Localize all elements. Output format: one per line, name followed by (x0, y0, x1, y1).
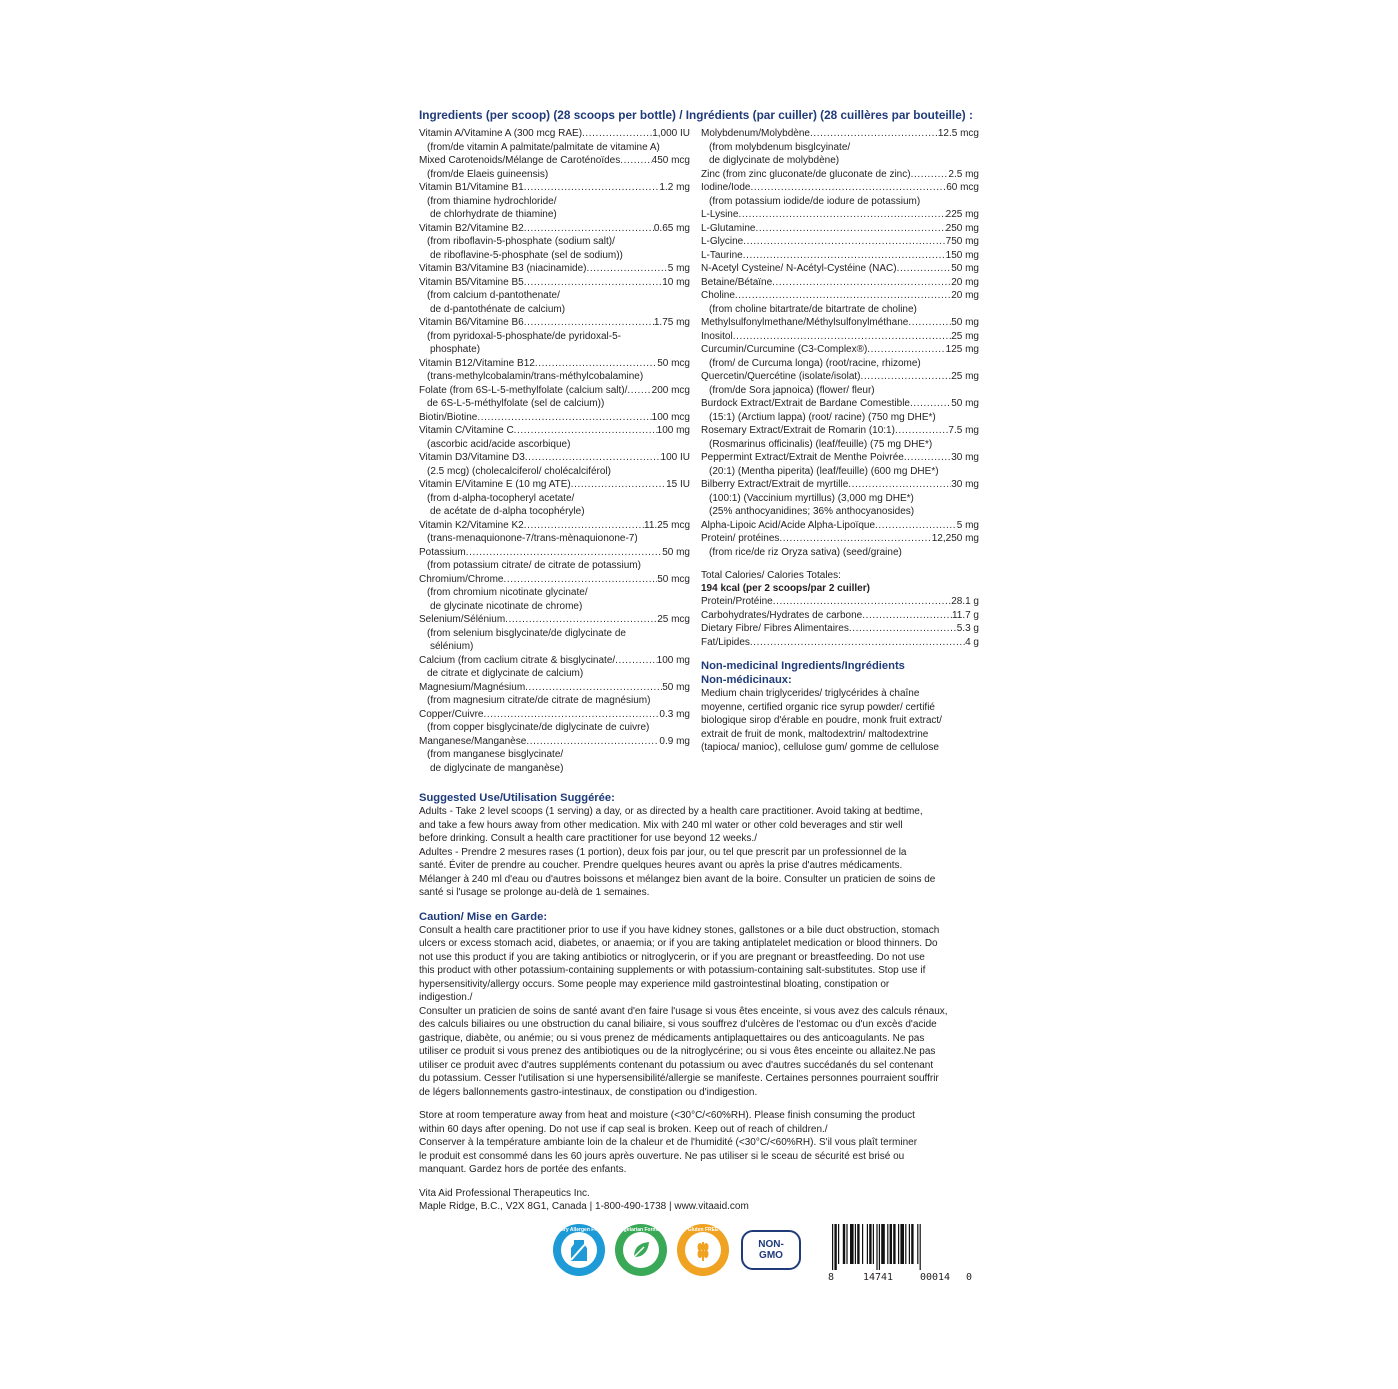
ingredient-row (701, 168, 979, 182)
calories-kcal: 194 kcal (per 2 scoops/par 2 cuiller) (701, 583, 870, 594)
ingredient-source: (from/de Sora japnoica) (flower/ fleur) (709, 384, 875, 396)
leader-dots (861, 370, 952, 384)
text-line: extrait de fruit de monk, maltodextrin/ maltodextrine (701, 728, 929, 740)
caution-heading: Caution/ Mise en Garde: (419, 910, 548, 923)
text-line: ulcers or excess stomach acid, diabetes, or anaemia; or if you are taking antiplatelet medication or blood thinners. Do (419, 938, 938, 949)
calories-title: Total Calories/ Calories Totales: (701, 570, 841, 581)
ingredient-row (419, 424, 690, 438)
ingredient-source: (from manganese bisglycinate/ (427, 749, 564, 760)
suggested-use-section (419, 791, 979, 900)
ingredient-source: (from molybdenum bisglcyinate/ (709, 141, 851, 153)
leader-dots (582, 127, 652, 141)
ingredient-source: (100:1) (Vaccinium myrtillus) (3,000 mg DHE*) (709, 492, 914, 504)
vegetarian-formula-badge (615, 1224, 667, 1276)
ingredient-source: de citrate et diglycinate de calcium) (427, 668, 584, 679)
macro-amount: 4 g (965, 636, 979, 648)
text-line: not use this product if you are taking antibiotics or nitroglycerin, or if you are pregnant or breastfeeding. Do not use (419, 951, 925, 963)
leader-dots (862, 609, 952, 623)
ingredient-source: (from/ de Curcuma longa) (root/racine, rhizome) (709, 357, 921, 369)
leader-dots (750, 636, 965, 650)
ingredient-amount: 20 mg (951, 276, 979, 288)
leader-dots (505, 613, 657, 627)
leader-dots (743, 235, 945, 249)
ingredient-name: Curcumin/Curcumine (C3-Complex®) (701, 344, 868, 355)
ingredient-source: (15:1) (Arctium lappa) (root/ racine) (750 mg DHE*) (709, 411, 936, 423)
ingredient-amount: 2.5 mg (948, 168, 979, 180)
leader-dots (620, 154, 651, 168)
macro-row (701, 595, 979, 609)
text-line: Adults - Take 2 level scoops (1 serving) a day, or as directed by a health care practitioner. Avoid taking at bedtime, (419, 806, 923, 817)
text-line: Mélanger à 240 ml d'eau ou d'autres boissons et mélangez bien avant de la boire. Consulter un praticien de soins de (419, 873, 936, 885)
macro-amount: 5.3 g (956, 623, 979, 634)
leader-dots (743, 249, 946, 263)
macro-amount: 11.7 g (951, 609, 979, 621)
ingredient-amount: 100 mcg (651, 411, 690, 423)
ingredient-row (419, 519, 690, 533)
ingredient-amount: 12,250 mg (931, 533, 979, 544)
ingredient-amount: 5 mg (667, 263, 690, 274)
ingredient-row (419, 573, 690, 587)
ingredient-name: Betaine/Bétaïne (701, 276, 773, 288)
ingredient-row (419, 654, 690, 668)
leader-dots (910, 397, 951, 411)
ingredient-row (701, 519, 979, 533)
leader-dots (627, 384, 651, 398)
ingredient-source: (2.5 mcg) (cholecalciferol/ cholécalciférol) (427, 465, 611, 477)
calories-block (701, 569, 979, 649)
ingredient-amount: 225 mg (945, 209, 979, 220)
ingredient-source: (from d-alpha-tocopheryl acetate/ (427, 492, 575, 504)
leader-dots (751, 181, 947, 195)
ingredient-row (701, 181, 979, 195)
ingredient-row (701, 397, 979, 411)
text-line: du potassium. Cesser l'utilisation si une hypersensibilité/allergie se manifeste. Certaines personnes pourraient souffrir (419, 1073, 939, 1084)
ingredient-row (701, 343, 979, 357)
supplement-label (419, 108, 979, 1214)
ingredient-amount: 50 mg (951, 263, 979, 274)
barcode-digits (828, 1272, 972, 1283)
ingredient-amount: 30 mg (951, 452, 979, 463)
company-address: Maple Ridge, B.C., V2X 8G1, Canada | 1-800-490-1738 | www.vitaaid.com (419, 1201, 749, 1212)
ingredient-name: Alpha-Lipoic Acid/Acide Alpha-Lipoïque (701, 519, 876, 531)
leader-dots (525, 681, 662, 695)
ingredient-source: (trans-menaquionone-7/trans-mènaquionone-7) (427, 533, 638, 544)
vegetarian-formula-icon (623, 1232, 659, 1268)
non-medicinal-block (701, 659, 979, 755)
ingredient-row (419, 681, 690, 695)
ingredient-name: L-Lysine (701, 209, 739, 220)
text-line: this product with other potassium-containing supplements or with potassium-containing salt-substitutes. Stop use if (419, 965, 926, 976)
text-line: santé. Éviter de prendre au coucher. Prendre quelques heures avant ou après la prise d'autres médicaments. (419, 860, 903, 871)
text-line: (tapioca/ manioc), cellulose gum/ gomme de cellulose (701, 742, 939, 753)
leader-dots (524, 276, 663, 290)
ingredient-amount: 25 mcg (657, 614, 690, 625)
macro-rows (701, 595, 979, 649)
suggested-use-heading: Suggested Use/Utilisation Suggérée: (419, 792, 615, 804)
ingredient-amount: 125 mg (945, 344, 979, 355)
leader-dots (514, 424, 657, 438)
ingredient-source: de 6S-L-5-méthylfolate (sel de calcium)) (427, 398, 605, 409)
ingredient-amount: 750 mg (945, 236, 979, 247)
ingredient-row (419, 411, 690, 425)
text-line: des calculs biliaires ou une obstruction du canal biliaire, si vous souffrez d'ulcères de l'estomac ou d'un excès d'acide (419, 1019, 937, 1030)
ingredient-name: Vitamin B3/Vitamine B3 (niacinamide) (419, 263, 587, 274)
ingredient-row (419, 546, 690, 560)
text-line: de légers ballonnements gastro-intestinaux, de constipation ou d'indigestion. (419, 1086, 758, 1098)
ingredient-amount: 100 mg (656, 425, 690, 436)
ingredient-name: Selenium/Sélénium (419, 614, 506, 625)
non-gmo-badge (741, 1230, 801, 1270)
ingredient-source: (from thiamine hydrochloride/ (427, 195, 557, 207)
leader-dots (773, 595, 951, 609)
ingredient-amount: 50 mg (662, 681, 690, 693)
dairy-allergen-free-icon (561, 1232, 597, 1268)
ingredient-source: phosphate) (430, 344, 481, 355)
ingredient-name: Peppermint Extract/Extrait de Menthe Poivrée (701, 452, 904, 463)
ingredient-row (419, 222, 690, 236)
ingredient-name: Vitamin K2/Vitamine K2 (419, 519, 524, 531)
text-line: and take a few hours away from other medication. Mix with 240 ml water or other cold beverages and stir well (419, 819, 903, 831)
ingredient-name: Copper/Cuivre (419, 708, 484, 720)
macro-name: Carbohydrates/Hydrates de carbone (701, 609, 863, 621)
ingredient-source: (from potassium iodide/de iodure de potassium) (709, 195, 921, 207)
leader-dots (477, 411, 651, 425)
ingredient-row (419, 357, 690, 371)
leader-dots (524, 519, 644, 533)
barcode-digits-left: 14741 (862, 1272, 894, 1283)
barcode-digit-check: 0 (965, 1272, 972, 1283)
ingredient-name: Vitamin D3/Vitamine D3 (419, 452, 525, 463)
vegetarian-formula-text: Vegetarian Formula (617, 1227, 665, 1233)
ingredient-source: sélénium) (430, 641, 474, 652)
ingredient-amount: 150 mg (945, 249, 979, 261)
leader-dots (895, 424, 948, 438)
storage-section (419, 1109, 979, 1177)
ingredient-amount: 100 IU (660, 452, 690, 463)
ingredient-amount: 11.25 mcg (644, 519, 690, 531)
macro-amount: 28.1 g (951, 596, 979, 607)
ingredient-name: Quercetin/Quercétine (isolate/isolat) (701, 371, 861, 382)
ingredient-source: (from pyridoxal-5-phosphate/de pyridoxal-5- (427, 330, 621, 342)
ingredient-name: Methylsulfonylmethane/Méthylsulfonylméthane (701, 317, 909, 328)
leader-dots (733, 330, 952, 344)
ingredient-amount: 15 IU (666, 479, 690, 490)
text-line: Store at room temperature away from heat and moisture (<30°C/<60%RH). Please finish consuming the product (419, 1110, 915, 1121)
caution-text (419, 924, 979, 1100)
ingredient-amount: 100 mg (656, 654, 690, 666)
macro-row (701, 636, 979, 650)
ingredient-source: de diglycinate de manganèse) (430, 762, 564, 774)
text-line: Conserver à la température ambiante loin de la chaleur et de l'humidité (<30°C/<60%RH). S'il vous plaît terminer (419, 1137, 918, 1148)
ingredient-name: Iodine/Iode (701, 182, 751, 193)
ingredient-amount: 7.5 mg (948, 425, 979, 436)
ingredient-amount: 250 mg (945, 222, 979, 234)
leader-dots (849, 622, 957, 636)
ingredient-name: Vitamin B1/Vitamine B1 (419, 182, 524, 193)
ingredient-row (419, 478, 690, 492)
text-line: within 60 days after opening. Do not use if cap seal is broken. Keep out of reach of children./ (419, 1123, 828, 1135)
ingredient-row (419, 708, 690, 722)
ingredient-amount: 50 mcg (657, 573, 690, 585)
right-ingredient-list (701, 127, 979, 559)
ingredient-source: de d-pantothénate de calcium) (430, 303, 566, 315)
leader-dots (524, 316, 654, 330)
text-line: Medium chain triglycerides/ triglycérides à chaîne (701, 688, 920, 699)
ingredient-name: N-Acetyl Cysteine/ N-Acétyl-Cystéine (NAC) (701, 263, 897, 274)
ingredient-amount: 0.9 mg (659, 735, 690, 747)
leader-dots (738, 208, 945, 222)
ingredient-source: (from/de vitamin A palmitate/palmitate de vitamine A) (427, 141, 660, 153)
ingredient-amount: 50 mg (662, 546, 690, 558)
barcode-digit-lead: 8 (828, 1272, 835, 1283)
ingredient-name: Inositol (701, 330, 733, 342)
macro-row (701, 622, 979, 636)
certification-badges (553, 1224, 801, 1276)
ingredient-name: Protein/ protéines (701, 533, 780, 544)
non-gmo-line-2: GMO (759, 1250, 783, 1261)
text-line: before drinking. Consult a health care practitioner for use beyond 12 weeks./ (419, 833, 757, 844)
leader-dots (571, 478, 666, 492)
ingredient-row (701, 478, 979, 492)
ingredient-row (701, 316, 979, 330)
text-line: indigestion./ (419, 992, 473, 1003)
leader-dots (503, 573, 657, 587)
ingredient-name: Vitamin E/Vitamine E (10 mg ATE) (419, 479, 571, 490)
ingredient-name: Choline (701, 290, 735, 301)
ingredient-amount: 50 mg (951, 317, 979, 328)
ingredient-source: de acétate de d-alpha tocophéryle) (430, 506, 585, 517)
ingredient-amount: 5 mg (956, 519, 979, 531)
ingredient-name: Vitamin A/Vitamine A (300 mcg RAE) (419, 128, 583, 139)
ingredient-source: (from selenium bisglycinate/de diglycinate de (427, 627, 626, 639)
leader-dots (525, 451, 661, 465)
left-ingredient-column (419, 127, 690, 775)
company-section (419, 1187, 979, 1214)
ingredient-row (419, 262, 690, 276)
leader-dots (810, 127, 938, 141)
ingredient-source: (ascorbic acid/acide ascorbique) (427, 438, 571, 450)
ingredient-row (419, 276, 690, 290)
right-ingredient-column (701, 127, 979, 775)
gluten-free-text: Gluten FREE (687, 1227, 719, 1233)
ingredient-amount: 30 mg (951, 479, 979, 490)
ingredient-source: (from riboflavin-5-phosphate (sodium salt)/ (427, 236, 615, 247)
ingredient-name: Bilberry Extract/Extrait de myrtille (701, 479, 849, 490)
leader-dots (524, 181, 660, 195)
ingredient-source: (from rice/de riz Oryza sativa) (seed/graine) (709, 546, 902, 558)
ingredient-amount: 1,000 IU (652, 128, 690, 139)
ingredient-row (701, 127, 979, 141)
ingredient-columns (419, 127, 979, 775)
ingredient-amount: 25 mg (951, 371, 979, 382)
text-line: moyenne, certified organic rice syrup powder/ certifié (701, 701, 935, 713)
ingredient-name: L-Taurine (701, 249, 743, 261)
ingredient-source: (20:1) (Mentha piperita) (leaf/feuille) (600 mg DHE*) (709, 465, 939, 477)
ingredient-amount: 50 mcg (657, 357, 690, 369)
barcode-bars-icon (828, 1224, 958, 1270)
macro-name: Protein/Protéine (701, 596, 773, 607)
non-medicinal-heading-2: Non-médicinaux: (701, 674, 792, 686)
ingredient-name: Calcium (from caclium citrate & bisglycinate/ (419, 654, 616, 666)
ingredient-name: L-Glycine (701, 236, 744, 247)
leader-dots (526, 735, 659, 749)
ingredient-row (701, 532, 979, 546)
ingredient-row (701, 262, 979, 276)
ingredient-row (701, 370, 979, 384)
ingredient-amount: 0.65 mg (653, 222, 690, 234)
ingredient-source: (from chromium nicotinate glycinate/ (427, 587, 588, 598)
ingredient-source: de riboflavine-5-phosphate (sel de sodium)) (430, 249, 623, 261)
ingredient-row (419, 316, 690, 330)
ingredient-amount: 1.75 mg (653, 317, 690, 328)
ingredient-source: (from choline bitartrate/de bitartrate de choline) (709, 303, 917, 315)
macro-name: Fat/Lipides (701, 636, 750, 648)
storage-text (419, 1109, 979, 1177)
non-medicinal-text (701, 687, 979, 755)
ingredient-amount: 20 mg (951, 290, 979, 301)
ingredient-row (419, 127, 690, 141)
leader-dots (483, 708, 659, 722)
suggested-use-text (419, 805, 979, 900)
dairy-allergen-free-badge (553, 1224, 605, 1276)
ingredient-source: (Rosmarinus officinalis) (leaf/feuille) (75 mg DHE*) (709, 438, 933, 450)
ingredient-row (701, 208, 979, 222)
ingredient-source: (from copper bisglycinate/de diglycinate de cuivre) (427, 722, 650, 733)
ingredient-source: de chlorhydrate de thiamine) (430, 209, 557, 220)
leader-dots (911, 168, 949, 182)
text-line: gastrique, diabète, ou anémie; ou si vous prenez de médicaments antiplaquettaires ou des anticoagulants. Ne pas (419, 1032, 925, 1044)
macro-name: Dietary Fibre/ Fibres Alimentaires (701, 623, 849, 634)
text-line: santé si l'usage se prolonge au-delà de 1 semaines. (419, 887, 650, 898)
ingredient-name: Rosemary Extract/Extrait de Romarin (10:1) (701, 425, 895, 436)
text-line: Consulter un praticien de soins de santé avant d'en faire l'usage si vous êtes enceinte, si vous avez des calculs rénaux, (419, 1005, 948, 1017)
ingredient-source: de glycinate nicotinate de chrome) (430, 600, 583, 612)
ingredient-source: (25% anthocyanidines; 36% anthocyanosides) (709, 506, 915, 517)
leader-dots (524, 222, 654, 236)
ingredient-row (419, 735, 690, 749)
ingredient-source: (from/de Elaeis guineensis) (427, 168, 549, 180)
leader-dots (875, 519, 957, 533)
leader-dots (755, 222, 945, 236)
ingredient-name: Vitamin C/Vitamine C (419, 425, 514, 436)
ingredient-amount: 60 mcg (946, 182, 979, 193)
ingredient-name: L-Glutamine (701, 222, 756, 234)
company-name: Vita Aid Professional Therapeutics Inc. (419, 1187, 590, 1199)
ingredient-row (701, 330, 979, 344)
ingredient-row (419, 613, 690, 627)
ingredient-source: (from calcium d-pantothenate/ (427, 290, 560, 301)
leader-dots (535, 357, 657, 371)
non-medicinal-heading-1: Non-medicinal Ingredients/Ingrédients (701, 660, 905, 672)
ingredient-name: Potassium (419, 546, 466, 558)
ingredient-name: Molybdenum/Molybdène (701, 128, 810, 139)
ingredient-row (419, 384, 690, 398)
ingredient-name: Zinc (from zinc gluconate/de gluconate de zinc) (701, 168, 911, 180)
ingredient-name: Mixed Carotenoids/Mélange de Caroténoïdes (419, 155, 621, 166)
ingredient-name: Magnesium/Magnésium (419, 681, 526, 693)
ingredient-amount: 12.5 mcg (937, 128, 979, 139)
ingredient-name: Chromium/Chrome (419, 573, 504, 585)
text-line: Adultes - Prendre 2 mesures rases (1 portion), deux fois par jour, ou tel que prescrit par un professionnel de la (419, 846, 907, 858)
ingredient-name: Vitamin B2/Vitamine B2 (419, 222, 524, 234)
ingredient-row (701, 249, 979, 263)
leader-dots (779, 532, 931, 546)
ingredient-row (419, 154, 690, 168)
text-line: hypersensitivity/allergy occurs. Some people may experience mild gastrointestinal bloating, constipation or (419, 978, 890, 990)
ingredient-source: (from magnesium citrate/de citrate de magnésium) (427, 695, 651, 706)
text-line: manquant. Gardez hors de portée des enfants. (419, 1164, 627, 1175)
leader-dots (908, 316, 951, 330)
leader-dots (466, 546, 663, 560)
barcode (828, 1224, 972, 1283)
ingredient-name: Vitamin B5/Vitamine B5 (419, 276, 524, 288)
ingredient-name: Burdock Extract/Extrait de Bardane Comestible (701, 398, 910, 409)
ingredient-name: Vitamin B6/Vitamine B6 (419, 317, 524, 328)
text-line: Consult a health care practitioner prior to use if you have kidney stones, gallstones or a bile duct obstruction, stomach (419, 924, 940, 936)
leader-dots (735, 289, 951, 303)
ingredient-amount: 1.2 mg (659, 182, 690, 193)
leader-dots (897, 262, 952, 276)
ingredient-name: Vitamin B12/Vitamine B12 (419, 357, 535, 369)
leader-dots (904, 451, 951, 465)
leader-dots (867, 343, 945, 357)
leader-dots (848, 478, 951, 492)
caution-section (419, 910, 979, 1100)
non-gmo-line-1: NON- (758, 1239, 784, 1250)
ingredient-amount: 10 mg (662, 276, 690, 288)
ingredient-row (701, 222, 979, 236)
ingredient-amount: 50 mg (951, 398, 979, 409)
ingredient-amount: 450 mcg (651, 155, 690, 166)
ingredient-source: de diglycinate de molybdène) (709, 155, 840, 166)
ingredient-row (419, 451, 690, 465)
text-line: biologique sirop d'érable en poudre, monk fruit extract/ (701, 715, 942, 726)
ingredient-row (701, 424, 979, 438)
ingredient-source: (from potassium citrate/ de citrate de potassium) (427, 560, 641, 571)
macro-row (701, 609, 979, 623)
ingredient-amount: 200 mcg (651, 384, 690, 396)
ingredients-title: Ingredients (per scoop) (28 scoops per bottle) / Ingrédients (par cuiller) (28 cuillères par bouteille) : (419, 108, 973, 122)
ingredient-row (701, 289, 979, 303)
text-line: le produit est consommé dans les 60 jours après ouverture. Ne pas utiliser si le sceau de sécurité est brisé ou (419, 1150, 905, 1162)
dairy-allergen-free-text: Dairy Allergen Free (556, 1227, 602, 1233)
ingredient-amount: 25 mg (951, 330, 979, 342)
ingredient-name: Manganese/Manganèse (419, 735, 527, 747)
ingredient-name: Folate (from 6S-L-5-methylfolate (calcium salt)/ (419, 384, 628, 396)
ingredient-row (701, 451, 979, 465)
ingredient-row (701, 235, 979, 249)
leader-dots (772, 276, 951, 290)
ingredient-row (419, 181, 690, 195)
text-line: utiliser ce produit avec d'autres suppléments contenant du potassium ou avec d'autres succédanés du sel contenant (419, 1059, 934, 1071)
ingredient-source: (trans-methylcobalamin/trans-méthylcobalamine) (427, 371, 644, 382)
ingredient-name: Biotin/Biotine (419, 411, 478, 423)
leader-dots (615, 654, 656, 668)
ingredient-row (701, 276, 979, 290)
barcode-digits-right: 00014 (919, 1272, 951, 1283)
gluten-free-badge (677, 1224, 729, 1276)
text-line: utiliser ce produit si vous prenez des antibiotiques ou de la nitroglycérine; ou si vous êtes enceinte ou allaitez.Ne pas (419, 1046, 936, 1057)
gluten-free-icon (685, 1232, 721, 1268)
leader-dots (587, 262, 668, 276)
ingredient-amount: 0.3 mg (659, 708, 690, 720)
